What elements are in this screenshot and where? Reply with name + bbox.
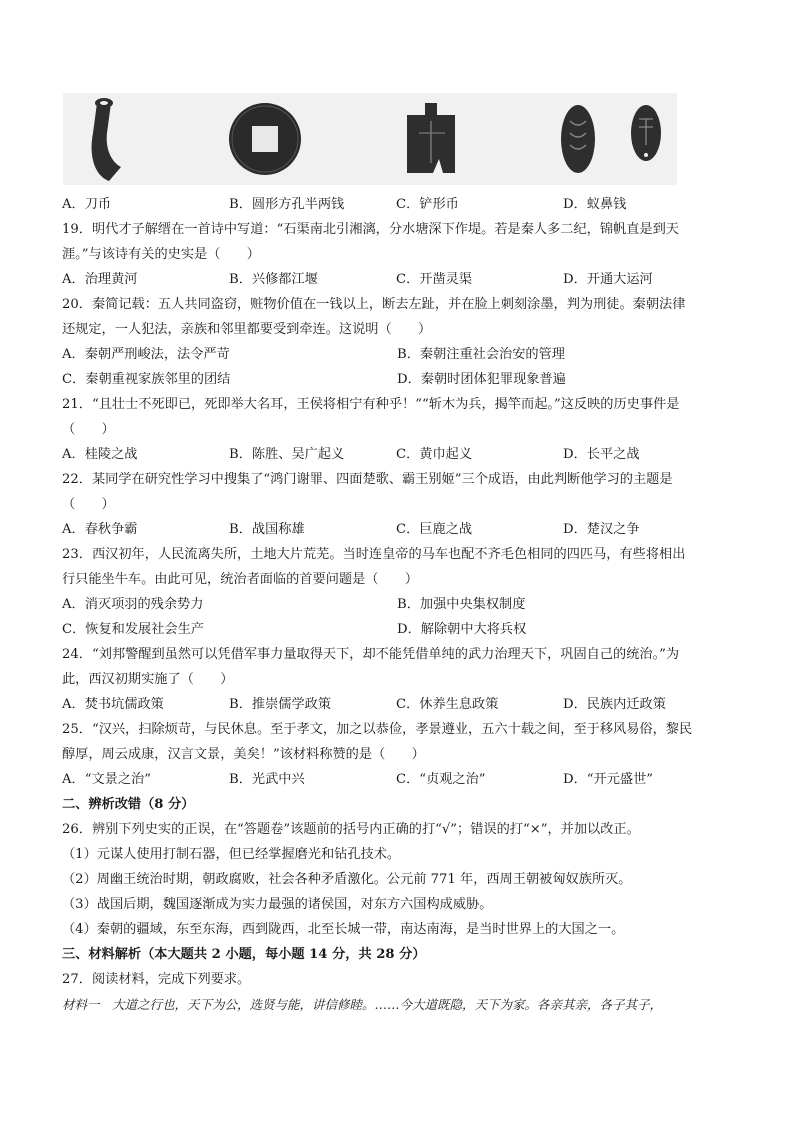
q23-options-row-2 <box>62 617 732 642</box>
q25-options <box>62 767 732 792</box>
q19-stem-line-1: 19．明代才子解缙在一首诗中写道：“石渠南北引湘漓，分水塘深下作堤。若是秦人多二纪，锦帆直是到天 <box>62 222 679 237</box>
q20-option-b[interactable]: B．秦朝注重社会治安的管理 <box>397 347 565 362</box>
q24-option-a[interactable]: A．焚书坑儒政策 <box>62 697 164 712</box>
q18-option-a[interactable]: A．刀币 <box>62 197 112 212</box>
q24-option-b[interactable]: B．推崇儒学政策 <box>229 697 332 712</box>
ant-nose-coin-image <box>561 105 661 173</box>
q20-options-row-1 <box>62 342 732 367</box>
q24-option-d[interactable]: D．民族内迁政策 <box>563 697 666 712</box>
q19-option-a[interactable]: A．治理黄河 <box>62 272 138 287</box>
q26-item-4: （4）秦朝的疆域，东至东海，西到陇西，北至长城一带，南达南海，是当时世界上的大国之一。 <box>62 922 625 937</box>
q18-option-c[interactable]: C．铲形币 <box>396 197 459 212</box>
coin-image-strip <box>63 93 677 185</box>
q21-option-a[interactable]: A．桂陵之战 <box>62 447 138 462</box>
q24-options <box>62 692 732 717</box>
q25-stem-line-1: 25．“汉兴，扫除烦苛，与民休息。至于孝文，加之以恭俭，孝景遵业，五六十载之间，至于移风易俗，黎民 <box>62 722 693 737</box>
q19-options <box>62 267 732 292</box>
q22-option-c[interactable]: C．巨鹿之战 <box>396 522 473 537</box>
q26-item-2: （2）周幽王统治时期，朝政腐败，社会各种矛盾激化。公元前 771 年，西周王朝被匈奴族所灭。 <box>62 872 632 887</box>
q20-stem-line-1: 20．秦简记载：五人共同盗窃，赃物价值在一钱以上，断去左趾，并在脸上刺刻涂墨，判为刑徒。秦朝法律 <box>62 297 686 312</box>
q23-option-c[interactable]: C．恢复和发展社会生产 <box>62 622 204 637</box>
q23-stem-line-1: 23．西汉初年，人民流离失所，土地大片荒芜。当时连皇帝的马车也配不齐毛色相同的四匹马，有些将相出 <box>62 547 686 562</box>
question-body <box>62 192 732 1017</box>
q25-option-b[interactable]: B．光武中兴 <box>229 772 305 787</box>
q23-options-row-1 <box>62 592 732 617</box>
q20-option-a[interactable]: A．秦朝严刑峻法，法令严苛 <box>62 347 230 362</box>
q22-option-b[interactable]: B．战国称雄 <box>229 522 305 537</box>
q25-option-a[interactable]: A．“文景之治” <box>62 772 151 787</box>
q27-stem: 27．阅读材料，完成下列要求。 <box>62 972 251 987</box>
q18-options <box>62 192 732 217</box>
q26-item-3: （3）战国后期，魏国逐渐成为实力最强的诸侯国，对东方六国构成威胁。 <box>62 897 493 912</box>
q21-stem-line-1: 21．“且壮士不死即已，死即举大名耳，王侯将相宁有种乎！”“斩木为兵，揭竿而起。”这反映的历史事件是 <box>62 397 680 412</box>
round-coin-image <box>229 103 301 175</box>
q19-option-c[interactable]: C．开凿灵渠 <box>396 272 473 287</box>
q24-stem-line-1: 24．“刘邦警醒到虽然可以凭借军事力量取得天下，却不能凭借单纯的武力治理天下，巩固自己的统治。”为 <box>62 647 680 662</box>
q22-stem-line-2: （ ） <box>62 497 115 512</box>
q20-stem-line-2: 还规定，一人犯法，亲族和邻里都要受到牵连。这说明（ ） <box>62 322 432 337</box>
q24-stem-line-2: 此，西汉初期实施了（ ） <box>62 672 234 687</box>
q22-stem-line-1: 22．某同学在研究性学习中搜集了“鸿门谢罪、四面楚歌、霸王别姬”三个成语，由此判断他学习的主题是 <box>62 472 673 487</box>
q20-option-d[interactable]: D．秦朝时团体犯罪现象普遍 <box>397 372 566 387</box>
q19-option-b[interactable]: B．兴修都江堰 <box>229 272 318 287</box>
knife-coin-image <box>92 98 121 181</box>
q24-option-c[interactable]: C．休养生息政策 <box>396 697 499 712</box>
section-3-title: 三、材料解析（本大题共 2 小题，每小题 14 分，共 28 分） <box>62 947 426 962</box>
q25-stem-line-2: 醇厚，周云成康，汉言文景，美矣！”该材料称赞的是（ ） <box>62 747 425 762</box>
q21-options <box>62 442 732 467</box>
section-2-title: 二、辨析改错（8 分） <box>62 797 195 812</box>
q23-stem-line-2: 行只能坐牛车。由此可见，统治者面临的首要问题是（ ） <box>62 572 419 587</box>
q21-stem-line-2: （ ） <box>62 422 115 437</box>
q25-option-c[interactable]: C．“贞观之治” <box>396 772 486 787</box>
q23-option-a[interactable]: A．消灭项羽的残余势力 <box>62 597 204 612</box>
q23-option-b[interactable]: B．加强中央集权制度 <box>397 597 526 612</box>
q18-option-d[interactable]: D．蚁鼻钱 <box>563 197 627 212</box>
q20-option-c[interactable]: C．秦朝重视家族邻里的团结 <box>62 372 231 387</box>
q22-options <box>62 517 732 542</box>
q21-option-c[interactable]: C．黄巾起义 <box>396 447 473 462</box>
q21-option-d[interactable]: D．长平之战 <box>563 447 640 462</box>
q27-material-1: 材料一 大道之行也，天下为公，选贤与能，讲信修睦。……今大道既隐，天下为家。各亲其亲，各子其子， <box>62 997 663 1012</box>
q18-option-b[interactable]: B．圆形方孔半两钱 <box>229 197 345 212</box>
q22-option-a[interactable]: A．春秋争霸 <box>62 522 138 537</box>
q25-option-d[interactable]: D．“开元盛世” <box>563 772 653 787</box>
q20-options-row-2 <box>62 367 732 392</box>
coin-illustrations <box>63 93 677 185</box>
q26-item-1: （1）元谋人使用打制石器，但已经掌握磨光和钻孔技术。 <box>62 847 401 862</box>
q21-option-b[interactable]: B．陈胜、吴广起义 <box>229 447 345 462</box>
q26-stem: 26．辨别下列史实的正误，在“答题卷”该题前的括号内正确的打“√”；错误的打“×”，并加以改正。 <box>62 822 640 837</box>
q23-option-d[interactable]: D．解除朝中大将兵权 <box>397 622 527 637</box>
q19-option-d[interactable]: D．开通大运河 <box>563 272 653 287</box>
q19-stem-line-2: 涯。”与该诗有关的史实是（ ） <box>62 247 260 262</box>
q22-option-d[interactable]: D．楚汉之争 <box>563 522 640 537</box>
spade-coin-image <box>407 103 455 173</box>
